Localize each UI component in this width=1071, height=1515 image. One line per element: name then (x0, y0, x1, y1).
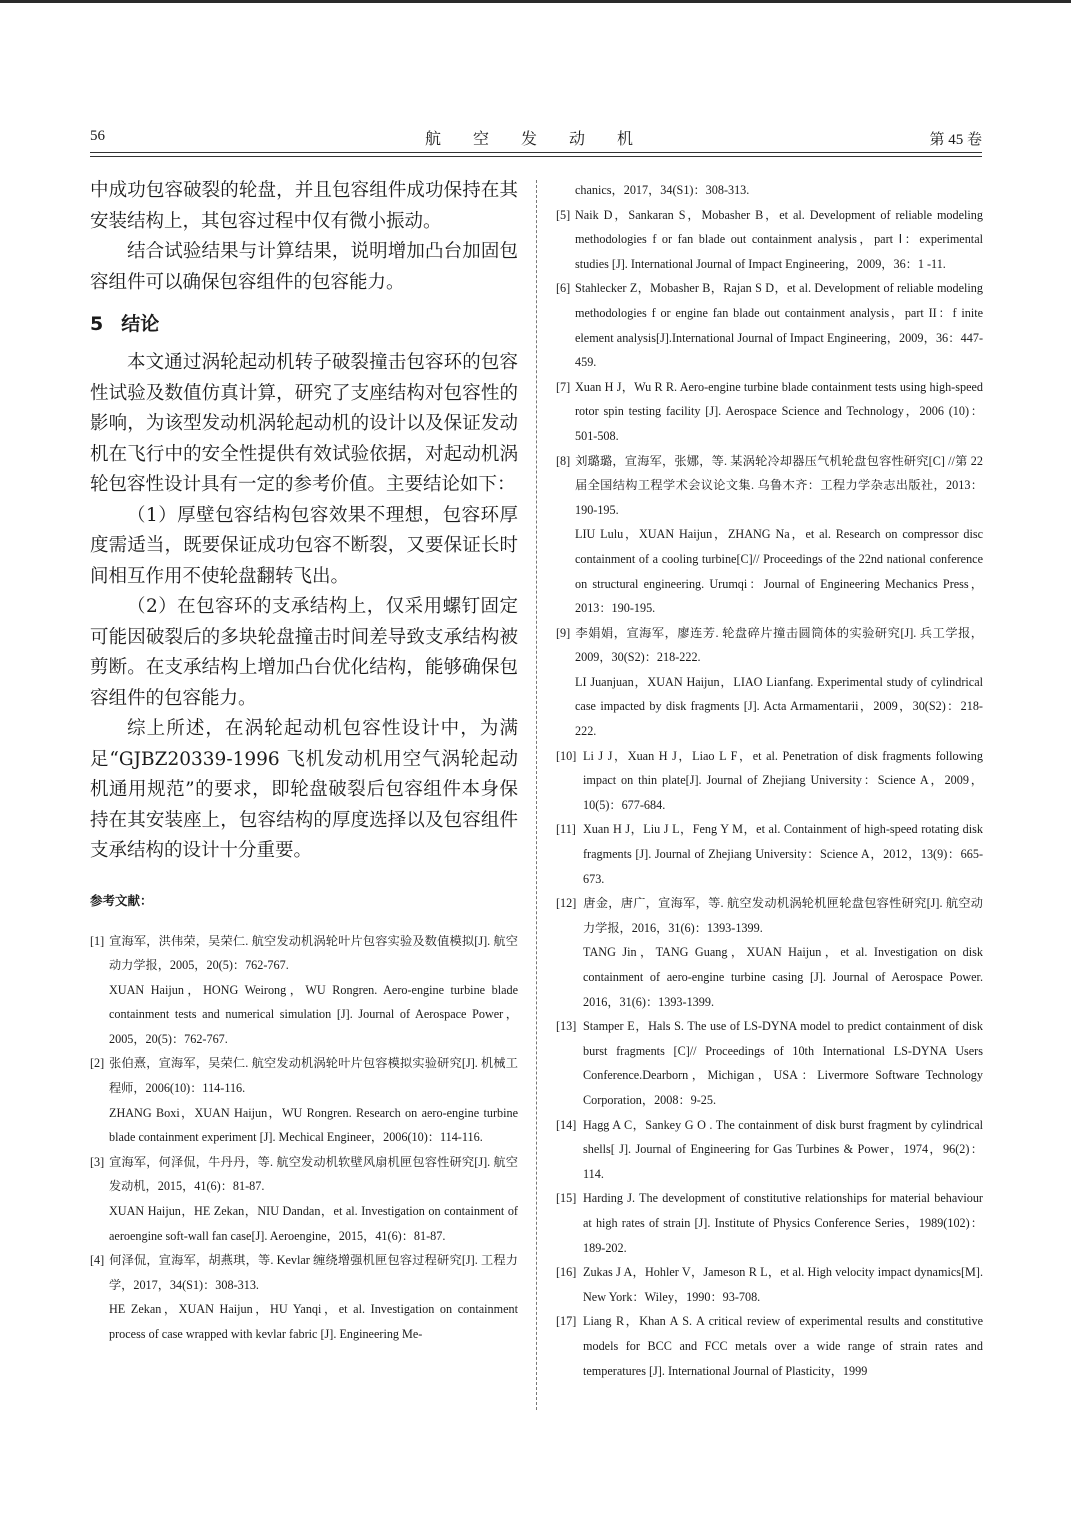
reference-en (556, 375, 983, 449)
reference-en-text: Xuan H J，Liu J L，Feng Y M，et al. Containment of high-speed rotating disk fragments [J]. Journal of Zhejiang University：Science A，2012，13(9)：665-673. (583, 822, 983, 886)
reference-number: [13] (556, 1019, 577, 1034)
reference-cn (556, 449, 983, 523)
reference-item (556, 203, 983, 277)
page-header (90, 126, 982, 150)
reference-cn (556, 621, 983, 670)
reference-en: TANG Jin，TANG Guang，XUAN Haijun，et al. Investigation on disk containment of aero-engine turbine casing [J]. Journal of Aerospace Power. 2016，31(6)：1393-1399. (583, 945, 983, 1009)
reference-cn (90, 929, 518, 978)
reference-en-text: Liang R，Khan A S. A critical review of experimental results and constitutive models for BCC and FCC metals over a wide range of strain rates and temperatures [J]. International Journal of Plasticity，1999 (583, 1314, 983, 1378)
reference-en (556, 276, 983, 374)
body-paragraph: 结合试验结果与计算结果，说明增加凸台加固包容组件可以确保包容组件的包容能力。 (90, 241, 518, 293)
reference-en: XUAN Haijun，HONG Weirong，WU Rongren. Aero-engine turbine blade containment tests and numerical simulation [J]. Journal of Aerospace Power，2005，20(5)：762-767. (109, 982, 518, 1046)
reference-item (556, 1113, 983, 1187)
body-paragraph: 本文通过涡轮起动机转子破裂撞击包容环的包容性试验及数值仿真计算，研究了支座结构对包容性的影响，为该型发动机涡轮起动机的设计以及保证发动机在飞行中的安全性提供有效试验依据，对起动机涡轮包容性设计具有一定的参考价值。主要结论如下： (90, 352, 518, 495)
reference-item (556, 375, 983, 449)
reference-number: [3] (90, 1154, 105, 1169)
reference-en (556, 744, 983, 818)
header-rule-thin (90, 156, 982, 157)
references-list-left (90, 929, 518, 1347)
page-number: 56 (90, 128, 105, 144)
reference-cn (90, 1051, 518, 1100)
reference-cn-text: 刘璐璐，宣海军，张娜，等. 某涡轮冷却器压气机轮盘包容性研究[C] //第 22 届全国结构工程学术会议论文集. 乌鲁木齐：工程力学杂志出版社，2013：190-195. (575, 453, 983, 517)
reference-item (556, 1186, 983, 1260)
body-paragraph: （1）厚壁包容结构包容效果不理想，包容环厚度需适当，既要保证成功包容不断裂，又要保证长时间相互作用不使轮盘翻转飞出。 (90, 504, 518, 587)
section-heading (90, 310, 518, 338)
journal-title: 航 空 发 动 机 (424, 131, 647, 148)
volume-label: 第 45 卷 (929, 132, 982, 148)
reference-en (556, 1014, 983, 1112)
reference-en (556, 817, 983, 891)
reference-number: [2] (90, 1056, 105, 1071)
reference-number: [6] (556, 281, 571, 296)
column-divider (536, 180, 537, 1410)
references-heading: 参考文献： (90, 892, 153, 908)
reference-en-text: Stamper E，Hals S. The use of LS-DYNA model to predict containment of disk burst fragments [C]// Proceedings of 10th International LS-DYNA Users Conference.Dearborn，Michigan，USA：Livermore Software Technology Corporation，2008：9-25. (583, 1019, 983, 1107)
reference-number: [16] (556, 1265, 577, 1280)
reference-en (575, 178, 983, 203)
reference-number: [5] (556, 207, 571, 222)
left-column (90, 176, 518, 1347)
reference-number: [4] (90, 1253, 105, 1268)
reference-number: [15] (556, 1191, 577, 1206)
reference-item (556, 1260, 983, 1309)
reference-en: XUAN Haijun，HE Zekan，NIU Dandan，et al. Investigation on containment of aeroengine soft-wall fan case[J]. Aeroengine，2015，41(6)：81-87. (109, 1204, 518, 1243)
references-list-right (556, 178, 983, 1383)
reference-number: [7] (556, 379, 571, 394)
reference-cn-text: 张伯熹，宣海军，吴荣仁. 航空发动机涡轮叶片包容模拟实验研究[J]. 机械工程师，2006(10)：114-116. (109, 1056, 518, 1096)
body-paragraph: 综上所述，在涡轮起动机包容性设计中，为满足“GJBZ20339-1996 飞机发动机用空气涡轮起动机通用规范”的要求，即轮盘破裂后包容组件本身保持在其安装座上，包容结构的厚度选择以及包容组件支承结构的设计十分重要。 (90, 718, 518, 861)
reference-cn-text: 何泽侃，宣海军，胡燕琪，等. Kevlar 缠绕增强机匣包容过程研究[J]. 工程力学，2017，34(S1)：308-313. (109, 1253, 518, 1292)
reference-en (556, 1113, 983, 1187)
reference-en-text: Hagg A C，Sankey G O . The containment of disk burst fragment by cylindrical shells[ J]. Journal of Engineering for Gas Turbines & Power，1974，96(2)：114. (583, 1117, 983, 1181)
reference-en-text: chanics，2017，34(S1)：308-313. (575, 183, 750, 197)
reference-en: LIU Lulu，XUAN Haijun，ZHANG Na，et al. Research on compressor disc containment of a cooling turbine[C]// Proceedings of the 22nd national conference on structural engineering. Urumqi：Journal of Engineering Mechanics Press，2013：190-195. (575, 527, 983, 616)
reference-cn-text: 李娟娟，宣海军，廖连芳. 轮盘碎片撞击圆筒体的实验研究[J]. 兵工学报，2009，30(S2)：218-222. (575, 625, 983, 665)
reference-number: [1] (90, 933, 105, 948)
reference-en-text: Li J J，Xuan H J，Liao L F，et al. Penetration of disk fragments following impact on thin plate[J]. Journal of Zhejiang University：Science A，2009，10(5)：677-684. (583, 748, 983, 812)
reference-en (556, 1309, 983, 1383)
reference-number: [8] (556, 453, 571, 468)
reference-number: [14] (556, 1117, 577, 1132)
reference-item (556, 817, 983, 891)
reference-en (556, 1186, 983, 1260)
reference-cn-text: 唐金，唐广，宣海军，等. 航空发动机涡轮机匣轮盘包容性研究[J]. 航空动力学报，2016，31(6)：1393-1399. (583, 896, 983, 935)
reference-number: [9] (556, 625, 571, 640)
reference-cn (90, 1248, 518, 1297)
right-column (556, 178, 983, 1383)
reference-cn (90, 1150, 518, 1199)
reference-number: [10] (556, 748, 577, 763)
reference-item (556, 276, 983, 374)
reference-item (90, 1150, 518, 1248)
reference-item (90, 1248, 518, 1346)
reference-number: [17] (556, 1314, 577, 1329)
reference-item (556, 744, 983, 818)
reference-en: HE Zekan，XUAN Haijun，HU Yanqi，et al. Investigation on containment process of case wrapped with kevlar fabric [J]. Engineering Me- (109, 1302, 518, 1341)
reference-item (556, 449, 983, 621)
reference-number: [12] (556, 896, 577, 911)
section-title: 结论 (121, 313, 160, 335)
reference-number: [11] (556, 822, 576, 837)
reference-cn-text: 宣海军，洪伟荣，吴荣仁. 航空发动机涡轮叶片包容实验及数值模拟[J]. 航空动力学报，2005，20(5)：762-767. (109, 933, 518, 973)
reference-en-text: Naik D，Sankaran S，Mobasher B，et al. Development of reliable modeling methodologies f or fan blade out containment analysis，part Ⅰ：experimental studies [J]. International Journal of Impact Engineering，2009，36：1 -11. (575, 207, 983, 271)
reference-item (556, 621, 983, 744)
header-rule (90, 152, 982, 153)
reference-en (556, 1260, 983, 1309)
reference-item (556, 1309, 983, 1383)
reference-en: ZHANG Boxi，XUAN Haijun，WU Rongren. Research on aero-engine turbine blade containment experiment [J]. Mechical Engineer，2006(10)：114-116. (109, 1105, 518, 1145)
reference-en-text: Harding J. The development of constitutive relationships for material behaviour at high rates of strain [J]. Institute of Physics Conference Series，1989(102)：189-202. (583, 1191, 983, 1255)
reference-en (556, 203, 983, 277)
reference-en-text: Stahlecker Z，Mobasher B，Rajan S D，et al. Development of reliable modeling methodologies f or engine fan blade out containment analysis，part II：f inite element analysis[J].International Journal of Impact Engineering，2009，36：447-459. (575, 281, 983, 370)
reference-cn (556, 891, 983, 940)
top-border (0, 0, 1071, 3)
reference-item (556, 891, 983, 1014)
reference-item (556, 1014, 983, 1112)
reference-en: LI Juanjuan，XUAN Haijun，LIAO Lianfang. Experimental study of cylindrical case impacted by disk fragments [J]. Acta Armamentarii，2009，30(S2)：218-222. (575, 674, 983, 739)
reference-en-text: Zukas J A，Hohler V，Jameson R L，et al. High velocity impact dynamics[M]. New York：Wiley，1990：93-708. (583, 1265, 983, 1304)
reference-cn-text: 宣海军，何泽侃，牛丹丹，等. 航空发动机软壁风扇机匣包容性研究[J]. 航空发动机，2015，41(6)：81-87. (109, 1154, 518, 1194)
reference-en-text: Xuan H J，Wu R R. Aero-engine turbine blade containment tests using high-speed rotor spin testing facility [J]. Aerospace Science and Technology，2006 (10)：501-508. (575, 379, 983, 443)
body-paragraph: （2）在包容环的支承结构上，仅采用螺钉固定可能因破裂后的多块轮盘撞击时间差导致支承结构被剪断。在支承结构上增加凸台优化结构，能够确保包容组件的包容能力。 (90, 596, 518, 709)
section-number: 5 (90, 313, 104, 335)
reference-item (90, 929, 518, 1052)
reference-item (90, 1051, 518, 1149)
reference-item (556, 178, 983, 203)
body-paragraph: 中成功包容破裂的轮盘，并且包容组件成功保持在其安装结构上，其包容过程中仅有微小振动。 (90, 180, 518, 232)
